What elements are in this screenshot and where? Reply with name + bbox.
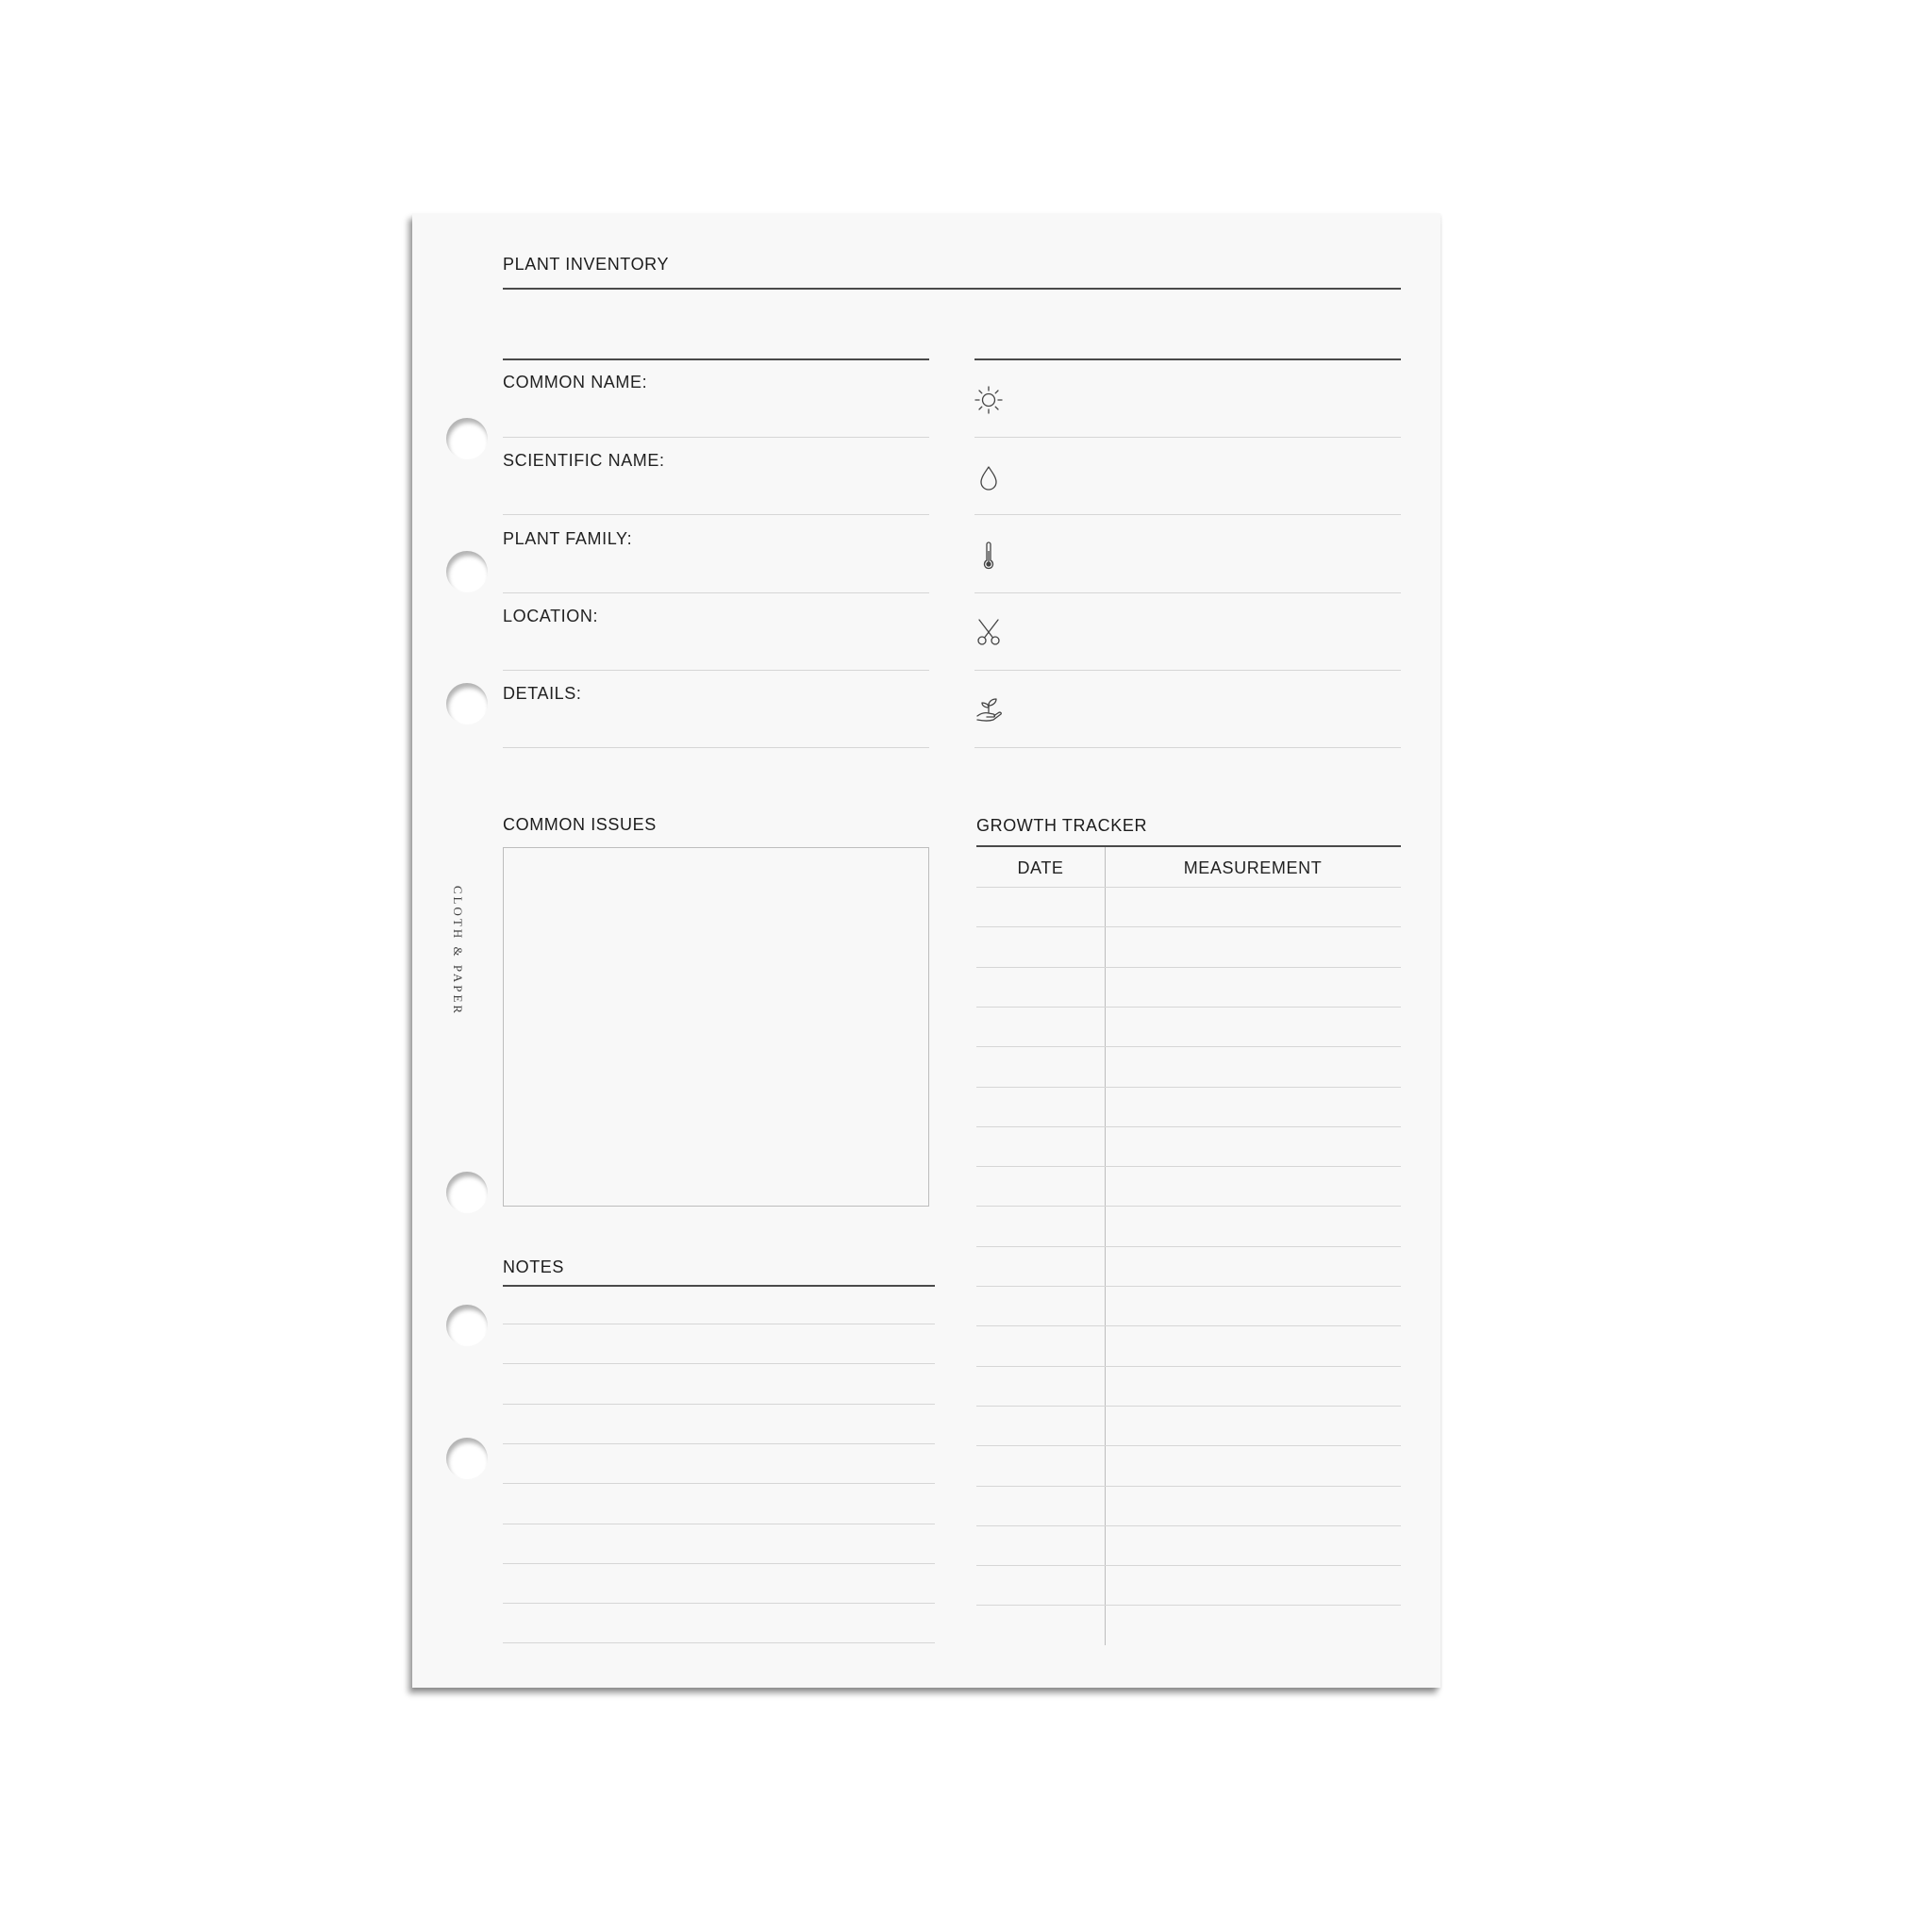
brand-mark: CLOTH & PAPER	[451, 885, 465, 1017]
fields-top-rule	[503, 358, 929, 360]
binder-hole	[446, 1305, 488, 1346]
care-line[interactable]	[974, 437, 1401, 438]
tracker-row-line[interactable]	[976, 1166, 1401, 1167]
sun-icon	[973, 384, 1005, 416]
notes-line[interactable]	[503, 1483, 935, 1484]
seedling-hand-icon	[973, 693, 1005, 725]
notes-line[interactable]	[503, 1563, 935, 1564]
tracker-row-line[interactable]	[976, 1087, 1401, 1088]
field-scientific-name: SCIENTIFIC NAME:	[503, 451, 665, 470]
field-plant-family: PLANT FAMILY:	[503, 529, 633, 548]
care-line[interactable]	[974, 670, 1401, 671]
notes-line[interactable]	[503, 1642, 935, 1643]
scissors-icon	[973, 616, 1005, 648]
field-details: DETAILS:	[503, 684, 582, 703]
page-title: PLANT INVENTORY	[503, 255, 670, 274]
field-line[interactable]	[503, 747, 929, 748]
tracker-row-line[interactable]	[976, 1126, 1401, 1127]
binder-hole	[446, 418, 488, 459]
tracker-row-line[interactable]	[976, 1206, 1401, 1207]
title-rule	[503, 288, 1401, 290]
field-line[interactable]	[503, 670, 929, 671]
care-line[interactable]	[974, 747, 1401, 748]
water-drop-icon	[973, 462, 1005, 494]
field-common-name: COMMON NAME:	[503, 373, 648, 391]
measurement-column-header: MEASUREMENT	[1183, 858, 1323, 877]
binder-hole	[446, 1438, 488, 1479]
binder-hole	[446, 1172, 488, 1213]
tracker-row-line[interactable]	[976, 1486, 1401, 1487]
tracker-row-line[interactable]	[976, 1046, 1401, 1047]
care-top-rule	[974, 358, 1401, 360]
tracker-row-line[interactable]	[976, 926, 1401, 927]
notes-line[interactable]	[503, 1603, 935, 1604]
field-line[interactable]	[503, 437, 929, 438]
notes-line[interactable]	[503, 1443, 935, 1444]
tracker-row-line[interactable]	[976, 1406, 1401, 1407]
growth-tracker-heading: GROWTH TRACKER	[976, 816, 1148, 835]
tracker-row-line[interactable]	[976, 1286, 1401, 1287]
notes-line[interactable]	[503, 1404, 935, 1405]
tracker-row-line[interactable]	[976, 1565, 1401, 1566]
care-line[interactable]	[974, 592, 1401, 593]
tracker-row-line[interactable]	[976, 1525, 1401, 1526]
tracker-row-line[interactable]	[976, 1366, 1401, 1367]
common-issues-box[interactable]	[503, 847, 929, 1207]
tracker-row-line[interactable]	[976, 1445, 1401, 1446]
binder-hole	[446, 683, 488, 724]
tracker-row-line[interactable]	[976, 1246, 1401, 1247]
tracker-row-line[interactable]	[976, 1605, 1401, 1606]
tracker-row-line[interactable]	[976, 1325, 1401, 1326]
common-issues-heading: COMMON ISSUES	[503, 815, 657, 834]
binder-hole	[446, 551, 488, 592]
growth-tracker-rule	[976, 845, 1401, 847]
date-column-header: DATE	[1017, 858, 1064, 877]
tracker-row-line[interactable]	[976, 887, 1401, 888]
thermometer-icon	[973, 540, 1005, 572]
tracker-row-line[interactable]	[976, 967, 1401, 968]
field-line[interactable]	[503, 514, 929, 515]
field-line[interactable]	[503, 592, 929, 593]
notes-rule	[503, 1285, 935, 1287]
notes-line[interactable]	[503, 1363, 935, 1364]
tracker-row-line[interactable]	[976, 1007, 1401, 1008]
field-location: LOCATION:	[503, 607, 599, 625]
notes-heading: NOTES	[503, 1257, 565, 1276]
care-line[interactable]	[974, 514, 1401, 515]
